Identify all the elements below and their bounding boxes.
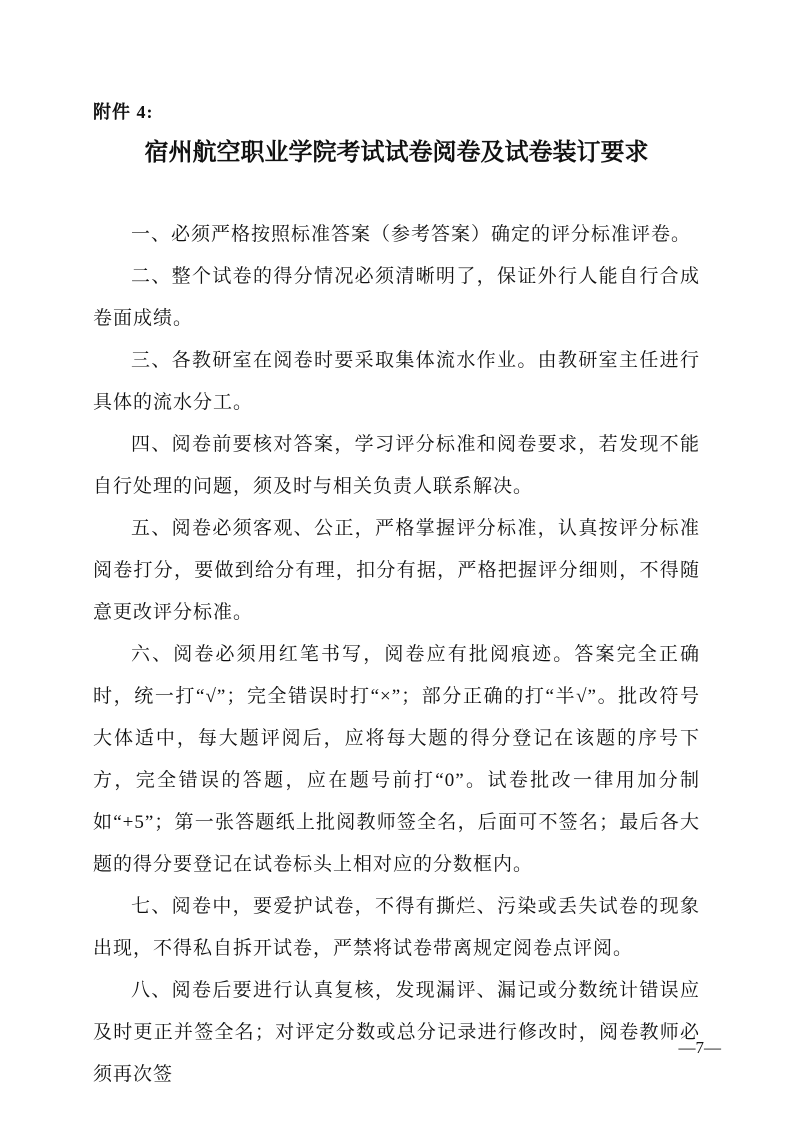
document-title: 宿州航空职业学院考试试卷阅卷及试卷装订要求 [144, 140, 649, 166]
paragraph-6: 六、阅卷必须用红笔书写，阅卷应有批阅痕迹。答案完全正确时，统一打“√”；完全错误时打“×”；部分正确的打“半√”。批改符号大体适中，每大题评阅后，应将每大题的得分登记在该题的序号下方，完全错误的答题，应在题号前打“0”。试卷批改一律用加分制如“+5”；第一张答题纸上批阅教师签全名，后面可不签名；最后各大题的得分要登记在试卷标头上相对应的分数框内。 [93, 644, 700, 875]
attachment-label: 附件 4: [93, 102, 154, 122]
page-number: —7— [678, 1038, 721, 1057]
paragraph-3: 三、各教研室在阅卷时要采取集体流水作业。由教研室主任进行具体的流水分工。 [93, 350, 700, 413]
paragraph-7: 七、阅卷中，要爱护试卷，不得有撕烂、污染或丢失试卷的现象出现，不得私自拆开试卷，严禁将试卷带离规定阅卷点评阅。 [93, 896, 700, 959]
paragraph-2: 二、整个试卷的得分情况必须清晰明了，保证外行人能自行合成卷面成绩。 [93, 266, 700, 329]
paragraph-4: 四、阅卷前要核对答案，学习评分标准和阅卷要求，若发现不能自行处理的问题，须及时与相关负责人联系解决。 [93, 434, 700, 497]
paragraph-8: 八、阅卷后要进行认真复核，发现漏评、漏记或分数统计错误应及时更正并签全名；对评定分数或总分记录进行修改时，阅卷教师必须再次签 [93, 980, 700, 1085]
paragraph-5: 五、阅卷必须客观、公正，严格掌握评分标准，认真按评分标准阅卷打分，要做到给分有理，扣分有据，严格把握评分细则，不得随意更改评分标准。 [93, 518, 700, 623]
paragraph-1: 一、必须严格按照标准答案（参考答案）确定的评分标准评卷。 [131, 224, 692, 245]
document-body [93, 214, 700, 1096]
